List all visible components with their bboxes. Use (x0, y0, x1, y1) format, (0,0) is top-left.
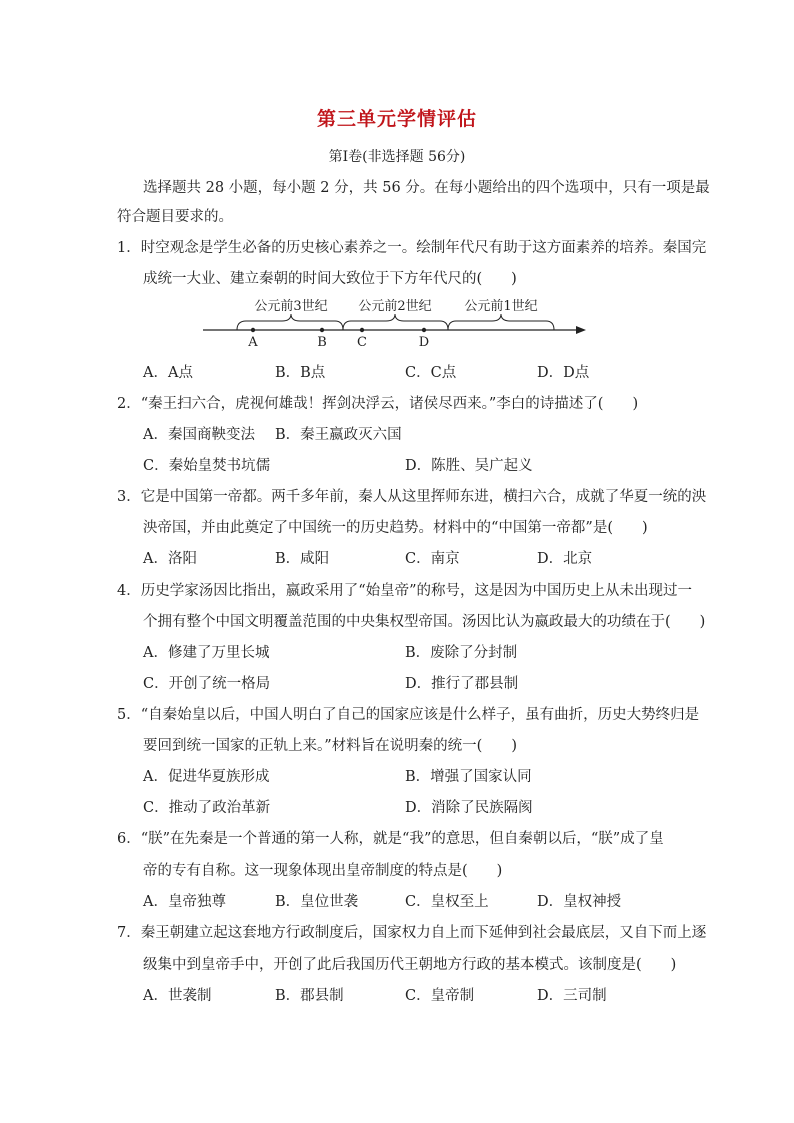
brace-1st-century (448, 314, 554, 330)
q4-option-b[interactable]: B．废除了分封制 (405, 645, 518, 661)
q2-option-a[interactable]: A．秦国商鞅变法 (143, 427, 255, 443)
q3-option-d[interactable]: D．北京 (537, 551, 593, 567)
q6-option-a[interactable]: A．皇帝独尊 (143, 894, 226, 910)
question-4-line-2: 个拥有整个中国文明覆盖范围的中央集权型帝国。汤因比认为嬴政最大的功绩在于( ) (143, 614, 706, 630)
question-5-line-2: 要回到统一国家的正轨上来。”材料旨在说明秦的统一( ) (143, 738, 517, 754)
q1-option-c[interactable]: C．C点 (405, 365, 457, 381)
period-label-2nd: 公元前2世纪 (358, 299, 432, 314)
period-label-3rd: 公元前3世纪 (254, 299, 328, 314)
point-d-dot (422, 328, 426, 332)
question-1-line-2: 成统一大业、建立秦朝的时间大致位于下方年代尺的( ) (143, 271, 517, 287)
q7-option-c[interactable]: C．皇帝制 (405, 988, 475, 1004)
q2-option-c[interactable]: C．秦始皇焚书坑儒 (143, 458, 271, 474)
question-7-line-2: 级集中到皇帝手中，开创了此后我国历代王朝地方行政的基本模式。该制度是( ) (143, 957, 677, 973)
q6-option-b[interactable]: B．皇位世袭 (275, 894, 359, 910)
page-title: 第三单元学情评估 (316, 108, 477, 130)
q5-option-b[interactable]: B．增强了国家认同 (405, 769, 532, 785)
q2-option-b[interactable]: B．秦王嬴政灭六国 (275, 427, 402, 443)
point-c-label: C (357, 335, 367, 350)
q5-option-c[interactable]: C．推动了政治革新 (143, 800, 271, 816)
point-d-label: D (418, 335, 430, 350)
brace-3rd-century (237, 314, 343, 330)
question-4-line-1: 4．历史学家汤因比指出，嬴政采用了“始皇帝”的称号，这是因为中国历史上从未出现过一 (117, 583, 693, 599)
q7-option-d[interactable]: D．三司制 (537, 988, 607, 1004)
q3-option-a[interactable]: A．洛阳 (143, 551, 197, 567)
q3-option-b[interactable]: B．咸阳 (275, 551, 330, 567)
point-a-dot (251, 328, 255, 332)
timeline-arrow-icon (576, 326, 586, 334)
question-6-line-2: 帝的专有自称。这一现象体现出皇帝制度的特点是( ) (143, 863, 503, 879)
q1-option-a[interactable]: A．A点 (143, 365, 193, 381)
q3-option-c[interactable]: C．南京 (405, 551, 460, 567)
intro-line-1: 选择题共 28 小题，每小题 2 分，共 56 分。在每小题给出的四个选项中，只有一项是最 (143, 180, 710, 196)
q4-option-a[interactable]: A．修建了万里长城 (143, 645, 270, 661)
q5-option-d[interactable]: D．消除了民族隔阂 (405, 800, 533, 816)
point-a-label: A (248, 335, 258, 350)
section-subtitle: 第Ⅰ卷(非选择题 56分) (328, 149, 466, 165)
q6-option-c[interactable]: C．皇权至上 (405, 894, 489, 910)
timeline-ruler (200, 290, 590, 350)
q4-option-c[interactable]: C．开创了统一格局 (143, 676, 271, 692)
q1-option-d[interactable]: D．D点 (537, 365, 590, 381)
question-6-line-1: 6．“朕”在先秦是一个普通的第一人称，就是“我”的意思，但自秦朝以后，“朕”成了皇 (117, 831, 664, 847)
q7-option-b[interactable]: B．郡县制 (275, 988, 344, 1004)
q5-option-a[interactable]: A．促进华夏族形成 (143, 769, 270, 785)
q7-option-a[interactable]: A．世袭制 (143, 988, 212, 1004)
question-2-line-1: 2．“秦王扫六合，虎视何雄哉！挥剑决浮云，诸侯尽西来。”李白的诗描述了( ) (117, 396, 639, 412)
question-5-line-1: 5．“自秦始皇以后，中国人明白了自己的国家应该是什么样子，虽有曲折，历史大势终归是 (117, 707, 700, 723)
q6-option-d[interactable]: D．皇权神授 (537, 894, 622, 910)
q2-option-d[interactable]: D．陈胜、吴广起义 (405, 458, 533, 474)
q4-option-d[interactable]: D．推行了郡县制 (405, 676, 519, 692)
question-7-line-1: 7．秦王朝建立起这套地方行政制度后，国家权力自上而下延伸到社会最底层，又自下而上逐 (117, 925, 707, 941)
point-b-dot (320, 328, 324, 332)
brace-2nd-century (343, 314, 448, 330)
question-1-line-1: 1．时空观念是学生必备的历史核心素养之一。绘制年代尺有助于这方面素养的培养。秦国完 (117, 240, 707, 256)
point-c-dot (360, 328, 364, 332)
q1-option-b[interactable]: B．B点 (275, 365, 326, 381)
period-label-1st: 公元前1世纪 (464, 299, 538, 314)
intro-line-2: 符合题目要求的。 (117, 209, 233, 225)
question-3-line-2: 泱帝国，并由此奠定了中国统一的历史趋势。材料中的“中国第一帝都”是( ) (143, 520, 648, 536)
question-3-line-1: 3．它是中国第一帝都。两千多年前，秦人从这里挥师东进，横扫六合，成就了华夏一统的泱 (117, 489, 707, 505)
point-b-label: B (317, 335, 327, 350)
